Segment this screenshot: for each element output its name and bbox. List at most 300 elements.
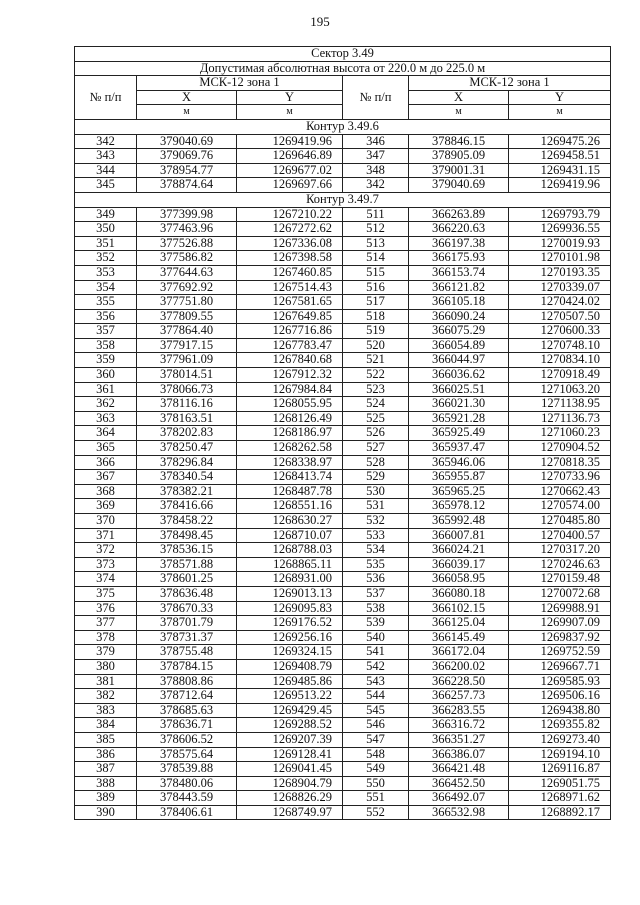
unit-x-left: м	[137, 105, 237, 120]
y-coordinate: 1271138.95	[509, 397, 611, 412]
x-coordinate: 378480.06	[137, 776, 237, 791]
point-number: 369	[75, 499, 137, 514]
point-number: 358	[75, 338, 137, 353]
table-row	[75, 236, 611, 251]
point-number: 345	[75, 178, 137, 193]
point-number: 528	[343, 455, 409, 470]
y-coordinate: 1270246.63	[509, 557, 611, 572]
y-coordinate: 1269095.83	[237, 601, 343, 616]
point-number: 519	[343, 324, 409, 339]
table-row	[75, 762, 611, 777]
x-coordinate: 366044.97	[409, 353, 509, 368]
point-number: 513	[343, 236, 409, 251]
coordinates-table	[74, 46, 611, 820]
point-number: 536	[343, 572, 409, 587]
x-coordinate: 366228.50	[409, 674, 509, 689]
table-row	[75, 601, 611, 616]
x-coordinate: 378406.61	[137, 805, 237, 820]
point-number: 542	[343, 659, 409, 674]
point-number: 527	[343, 441, 409, 456]
page-number: 195	[310, 14, 330, 29]
x-coordinate: 379040.69	[409, 178, 509, 193]
table-row	[75, 747, 611, 762]
point-number: 534	[343, 543, 409, 558]
y-coordinate: 1269513.22	[237, 689, 343, 704]
x-coordinate: 366532.98	[409, 805, 509, 820]
point-number: 349	[75, 207, 137, 222]
point-number: 390	[75, 805, 137, 820]
x-coordinate: 366257.73	[409, 689, 509, 704]
point-number: 518	[343, 309, 409, 324]
y-coordinate: 1269667.71	[509, 659, 611, 674]
x-coordinate: 377586.82	[137, 251, 237, 266]
point-number: 379	[75, 645, 137, 660]
system-header-right: МСК-12 зона 1	[409, 76, 611, 91]
point-number: 387	[75, 762, 137, 777]
point-number: 357	[75, 324, 137, 339]
point-number: 373	[75, 557, 137, 572]
x-coordinate: 365946.06	[409, 455, 509, 470]
point-number: 538	[343, 601, 409, 616]
table-row	[75, 572, 611, 587]
x-coordinate: 366105.18	[409, 295, 509, 310]
y-coordinate: 1269041.45	[237, 762, 343, 777]
x-coordinate: 378808.86	[137, 674, 237, 689]
x-coordinate: 366263.89	[409, 207, 509, 222]
x-coordinate: 366102.15	[409, 601, 509, 616]
point-number: 531	[343, 499, 409, 514]
y-coordinate: 1269677.02	[237, 163, 343, 178]
point-number: 521	[343, 353, 409, 368]
x-coordinate: 378250.47	[137, 441, 237, 456]
point-number: 359	[75, 353, 137, 368]
point-number: 378	[75, 630, 137, 645]
y-coordinate: 1268338.97	[237, 455, 343, 470]
y-coordinate: 1270317.20	[509, 543, 611, 558]
x-coordinate: 366021.30	[409, 397, 509, 412]
x-coordinate: 378636.48	[137, 586, 237, 601]
y-coordinate: 1269646.89	[237, 149, 343, 164]
y-coordinate: 1269419.96	[509, 178, 611, 193]
y-coordinate: 1270159.48	[509, 572, 611, 587]
x-coordinate: 366007.81	[409, 528, 509, 543]
point-number: 368	[75, 484, 137, 499]
table-row	[75, 397, 611, 412]
x-coordinate: 377961.09	[137, 353, 237, 368]
table-row	[75, 484, 611, 499]
y-coordinate: 1268971.62	[509, 791, 611, 806]
point-number: 551	[343, 791, 409, 806]
y-coordinate: 1270193.35	[509, 265, 611, 280]
point-number: 548	[343, 747, 409, 762]
x-coordinate: 377526.88	[137, 236, 237, 251]
x-coordinate: 377864.40	[137, 324, 237, 339]
table-row	[75, 149, 611, 164]
point-number: 383	[75, 703, 137, 718]
x-coordinate: 365992.48	[409, 514, 509, 529]
x-coordinate: 366121.82	[409, 280, 509, 295]
y-coordinate: 1267581.65	[237, 295, 343, 310]
y-coordinate: 1267460.85	[237, 265, 343, 280]
table-row	[75, 207, 611, 222]
point-number: 540	[343, 630, 409, 645]
table-row	[75, 411, 611, 426]
x-coordinate: 378202.83	[137, 426, 237, 441]
unit-y-left: м	[237, 105, 343, 120]
y-coordinate: 1268126.49	[237, 411, 343, 426]
point-number: 532	[343, 514, 409, 529]
point-number: 545	[343, 703, 409, 718]
y-coordinate: 1269936.55	[509, 222, 611, 237]
y-coordinate: 1269194.10	[509, 747, 611, 762]
x-coordinate: 366283.55	[409, 703, 509, 718]
y-coordinate: 1269273.40	[509, 732, 611, 747]
point-number: 529	[343, 470, 409, 485]
point-number: 367	[75, 470, 137, 485]
x-coordinate: 378163.51	[137, 411, 237, 426]
x-coordinate: 365925.49	[409, 426, 509, 441]
y-coordinate: 1269431.15	[509, 163, 611, 178]
point-number: 526	[343, 426, 409, 441]
x-coordinate: 378340.54	[137, 470, 237, 485]
y-coordinate: 1267398.58	[237, 251, 343, 266]
x-coordinate: 366025.51	[409, 382, 509, 397]
y-coordinate: 1270019.93	[509, 236, 611, 251]
table-row	[75, 776, 611, 791]
y-coordinate: 1270574.00	[509, 499, 611, 514]
point-number: 375	[75, 586, 137, 601]
point-number: 539	[343, 616, 409, 631]
y-coordinate: 1268826.29	[237, 791, 343, 806]
x-coordinate: 365965.25	[409, 484, 509, 499]
point-number: 343	[75, 149, 137, 164]
x-coordinate: 378636.71	[137, 718, 237, 733]
x-coordinate: 365978.12	[409, 499, 509, 514]
y-coordinate: 1268931.00	[237, 572, 343, 587]
y-coordinate: 1269793.79	[509, 207, 611, 222]
table-row	[75, 718, 611, 733]
point-number: 533	[343, 528, 409, 543]
x-coordinate: 365921.28	[409, 411, 509, 426]
point-number: 342	[343, 178, 409, 193]
x-coordinate: 379069.76	[137, 149, 237, 164]
table-row	[75, 163, 611, 178]
y-coordinate: 1270339.07	[509, 280, 611, 295]
y-coordinate: 1268630.27	[237, 514, 343, 529]
point-number: 517	[343, 295, 409, 310]
y-coordinate: 1270834.10	[509, 353, 611, 368]
y-coordinate: 1267649.85	[237, 309, 343, 324]
point-number: 530	[343, 484, 409, 499]
x-coordinate: 378296.84	[137, 455, 237, 470]
y-coordinate: 1269051.75	[509, 776, 611, 791]
y-coordinate: 1269013.13	[237, 586, 343, 601]
y-coordinate: 1269988.91	[509, 601, 611, 616]
table-row	[75, 470, 611, 485]
x-coordinate: 378731.37	[137, 630, 237, 645]
y-coordinate: 1269176.52	[237, 616, 343, 631]
table-row	[75, 557, 611, 572]
point-number: 354	[75, 280, 137, 295]
y-coordinate: 1268487.78	[237, 484, 343, 499]
point-number: 522	[343, 368, 409, 383]
x-coordinate: 366452.50	[409, 776, 509, 791]
x-coordinate: 366172.04	[409, 645, 509, 660]
x-coordinate: 378536.15	[137, 543, 237, 558]
point-number: 377	[75, 616, 137, 631]
y-coordinate: 1267716.86	[237, 324, 343, 339]
point-number: 352	[75, 251, 137, 266]
point-number: 370	[75, 514, 137, 529]
point-number: 543	[343, 674, 409, 689]
x-coordinate: 379001.31	[409, 163, 509, 178]
table-row	[75, 514, 611, 529]
table-row	[75, 426, 611, 441]
x-coordinate: 366039.17	[409, 557, 509, 572]
x-coordinate: 366386.07	[409, 747, 509, 762]
y-coordinate: 1269288.52	[237, 718, 343, 733]
point-number: 550	[343, 776, 409, 791]
x-coordinate: 366492.07	[409, 791, 509, 806]
point-number: 511	[343, 207, 409, 222]
point-number: 535	[343, 557, 409, 572]
table-row	[75, 338, 611, 353]
point-number: 347	[343, 149, 409, 164]
y-coordinate: 1267210.22	[237, 207, 343, 222]
y-coordinate: 1267912.32	[237, 368, 343, 383]
y-coordinate: 1269752.59	[509, 645, 611, 660]
point-number: 353	[75, 265, 137, 280]
table-body	[75, 119, 611, 820]
x-coordinate: 377463.96	[137, 222, 237, 237]
x-coordinate: 378755.48	[137, 645, 237, 660]
point-number: 514	[343, 251, 409, 266]
y-coordinate: 1270918.49	[509, 368, 611, 383]
x-coordinate: 378701.79	[137, 616, 237, 631]
x-coordinate: 366125.04	[409, 616, 509, 631]
x-coordinate: 366421.48	[409, 762, 509, 777]
x-coordinate: 377809.55	[137, 309, 237, 324]
y-coordinate: 1270662.43	[509, 484, 611, 499]
y-coordinate: 1270072.68	[509, 586, 611, 601]
table-row	[75, 353, 611, 368]
table-row	[75, 630, 611, 645]
y-coordinate: 1269355.82	[509, 718, 611, 733]
y-coordinate: 1267984.84	[237, 382, 343, 397]
num-header-right: № п/п	[343, 76, 409, 120]
point-number: 371	[75, 528, 137, 543]
y-coordinate: 1270400.57	[509, 528, 611, 543]
point-number: 512	[343, 222, 409, 237]
y-coordinate: 1270485.80	[509, 514, 611, 529]
x-coordinate: 378601.25	[137, 572, 237, 587]
x-coordinate: 366075.29	[409, 324, 509, 339]
x-coordinate: 379040.69	[137, 134, 237, 149]
point-number: 351	[75, 236, 137, 251]
point-number: 360	[75, 368, 137, 383]
y-coordinate: 1269907.09	[509, 616, 611, 631]
point-number: 382	[75, 689, 137, 704]
y-coordinate: 1268710.07	[237, 528, 343, 543]
table-row	[75, 455, 611, 470]
x-header-right: X	[409, 90, 509, 105]
point-number: 361	[75, 382, 137, 397]
table-row	[75, 586, 611, 601]
y-coordinate: 1269585.93	[509, 674, 611, 689]
x-coordinate: 378382.21	[137, 484, 237, 499]
table-row	[75, 382, 611, 397]
y-coordinate: 1267272.62	[237, 222, 343, 237]
x-coordinate: 366054.89	[409, 338, 509, 353]
x-coordinate: 378458.22	[137, 514, 237, 529]
table-row	[75, 251, 611, 266]
y-coordinate: 1269506.16	[509, 689, 611, 704]
point-number: 520	[343, 338, 409, 353]
point-number: 366	[75, 455, 137, 470]
table-row	[75, 659, 611, 674]
point-number: 365	[75, 441, 137, 456]
x-coordinate: 378874.64	[137, 178, 237, 193]
point-number: 342	[75, 134, 137, 149]
point-number: 384	[75, 718, 137, 733]
contour-title: Контур 3.49.6	[75, 119, 611, 134]
x-coordinate: 365937.47	[409, 441, 509, 456]
x-coordinate: 378954.77	[137, 163, 237, 178]
point-number: 356	[75, 309, 137, 324]
table-row	[75, 280, 611, 295]
point-number: 523	[343, 382, 409, 397]
x-coordinate: 378670.33	[137, 601, 237, 616]
table-row	[75, 295, 611, 310]
point-number: 549	[343, 762, 409, 777]
point-number: 348	[343, 163, 409, 178]
y-coordinate: 1268892.17	[509, 805, 611, 820]
point-number: 524	[343, 397, 409, 412]
point-number: 386	[75, 747, 137, 762]
x-coordinate: 366145.49	[409, 630, 509, 645]
y-coordinate: 1268749.97	[237, 805, 343, 820]
point-number: 385	[75, 732, 137, 747]
x-coordinate: 377644.63	[137, 265, 237, 280]
point-number: 374	[75, 572, 137, 587]
table-header	[75, 47, 611, 120]
table-row	[75, 674, 611, 689]
x-coordinate: 366316.72	[409, 718, 509, 733]
table-row	[75, 324, 611, 339]
point-number: 381	[75, 674, 137, 689]
x-coordinate: 366220.63	[409, 222, 509, 237]
x-coordinate: 366080.18	[409, 586, 509, 601]
y-coordinate: 1267514.43	[237, 280, 343, 295]
x-coordinate: 378606.52	[137, 732, 237, 747]
y-coordinate: 1269256.16	[237, 630, 343, 645]
y-coordinate: 1267840.68	[237, 353, 343, 368]
x-coordinate: 378575.64	[137, 747, 237, 762]
y-coordinate: 1271063.20	[509, 382, 611, 397]
x-coordinate: 378685.63	[137, 703, 237, 718]
x-coordinate: 366036.62	[409, 368, 509, 383]
table-row	[75, 732, 611, 747]
x-coordinate: 377692.92	[137, 280, 237, 295]
point-number: 350	[75, 222, 137, 237]
point-number: 516	[343, 280, 409, 295]
table-row	[75, 265, 611, 280]
y-coordinate: 1270818.35	[509, 455, 611, 470]
x-coordinate: 378539.88	[137, 762, 237, 777]
point-number: 537	[343, 586, 409, 601]
x-coordinate: 377751.80	[137, 295, 237, 310]
point-number: 344	[75, 163, 137, 178]
x-coordinate: 377399.98	[137, 207, 237, 222]
y-coordinate: 1270101.98	[509, 251, 611, 266]
unit-y-right: м	[509, 105, 611, 120]
point-number: 525	[343, 411, 409, 426]
unit-x-right: м	[409, 105, 509, 120]
num-header-left: № п/п	[75, 76, 137, 120]
table-row	[75, 441, 611, 456]
table-row	[75, 805, 611, 820]
x-coordinate: 366058.95	[409, 572, 509, 587]
table-row	[75, 499, 611, 514]
y-coordinate: 1271060.23	[509, 426, 611, 441]
point-number: 363	[75, 411, 137, 426]
y-coordinate: 1267336.08	[237, 236, 343, 251]
x-coordinate: 378784.15	[137, 659, 237, 674]
y-coordinate: 1270733.96	[509, 470, 611, 485]
y-coordinate: 1269475.26	[509, 134, 611, 149]
x-coordinate: 365955.87	[409, 470, 509, 485]
table-row	[75, 543, 611, 558]
table-row	[75, 222, 611, 237]
y-coordinate: 1268551.16	[237, 499, 343, 514]
y-header-right: Y	[509, 90, 611, 105]
y-coordinate: 1269697.66	[237, 178, 343, 193]
x-coordinate: 378066.73	[137, 382, 237, 397]
point-number: 376	[75, 601, 137, 616]
point-number: 372	[75, 543, 137, 558]
y-coordinate: 1269207.39	[237, 732, 343, 747]
x-coordinate: 366197.38	[409, 236, 509, 251]
point-number: 362	[75, 397, 137, 412]
y-coordinate: 1269485.86	[237, 674, 343, 689]
point-number: 380	[75, 659, 137, 674]
y-coordinate: 1268413.74	[237, 470, 343, 485]
system-header-left: МСК-12 зона 1	[137, 76, 343, 91]
point-number: 552	[343, 805, 409, 820]
contour-title: Контур 3.49.7	[75, 192, 611, 207]
contour-header-row	[75, 192, 611, 207]
x-coordinate: 378905.09	[409, 149, 509, 164]
x-coordinate: 378498.45	[137, 528, 237, 543]
point-number: 541	[343, 645, 409, 660]
y-coordinate: 1270424.02	[509, 295, 611, 310]
x-coordinate: 366175.93	[409, 251, 509, 266]
y-coordinate: 1268055.95	[237, 397, 343, 412]
y-coordinate: 1270600.33	[509, 324, 611, 339]
y-coordinate: 1268904.79	[237, 776, 343, 791]
y-coordinate: 1268788.03	[237, 543, 343, 558]
y-coordinate: 1269458.51	[509, 149, 611, 164]
y-coordinate: 1269408.79	[237, 659, 343, 674]
height-range: Допустимая абсолютная высота от 220.0 м до 225.0 м	[75, 61, 611, 76]
x-coordinate: 366090.24	[409, 309, 509, 324]
x-coordinate: 377917.15	[137, 338, 237, 353]
x-coordinate: 378014.51	[137, 368, 237, 383]
point-number: 546	[343, 718, 409, 733]
x-coordinate: 366351.27	[409, 732, 509, 747]
point-number: 388	[75, 776, 137, 791]
point-number: 544	[343, 689, 409, 704]
